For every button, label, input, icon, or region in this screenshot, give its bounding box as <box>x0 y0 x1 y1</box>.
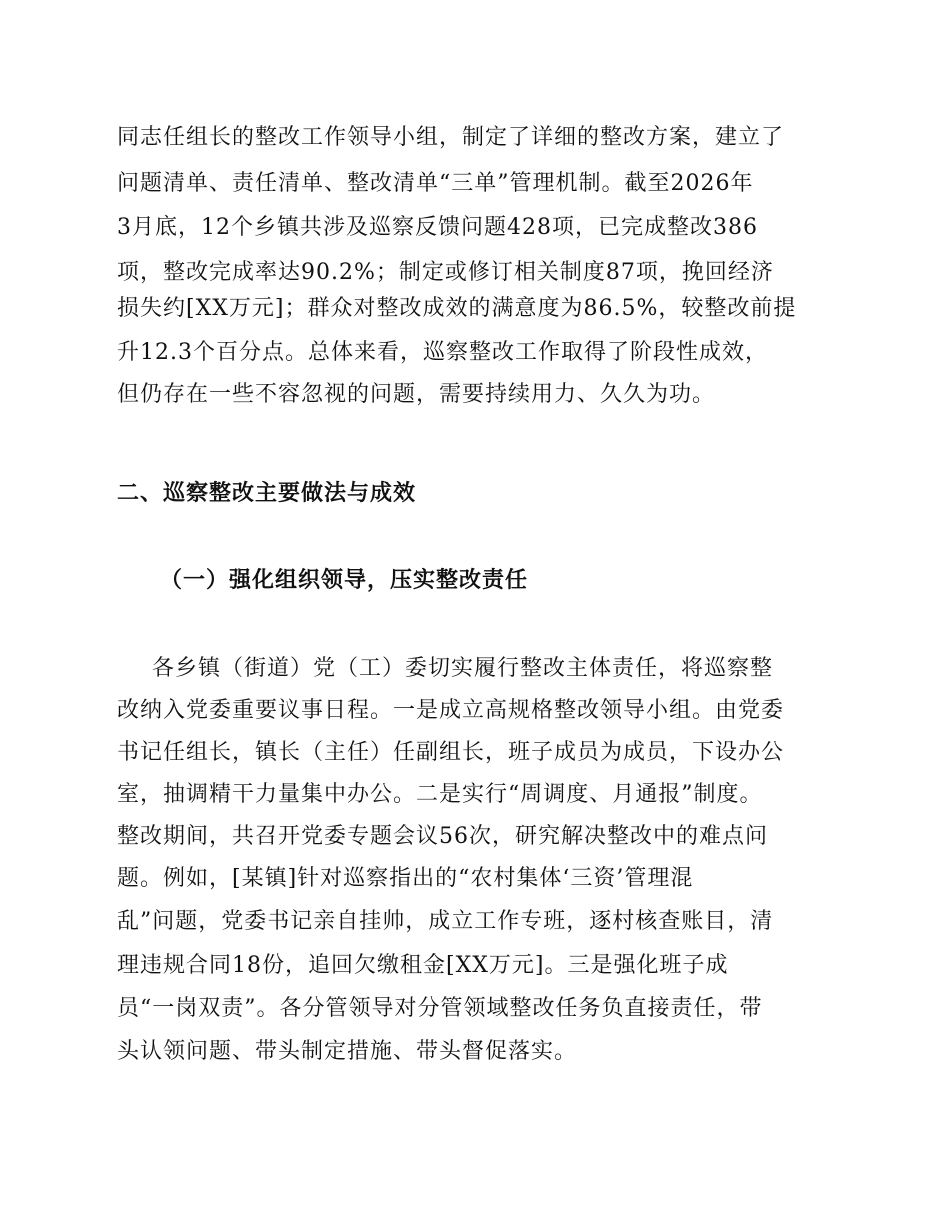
paragraph-line: 题。例如，[某镇]针对巡察指出的“农村集体‘三资’管理混 <box>117 866 694 891</box>
paragraph-line: 同志任组长的整改工作领导小组，制定了详细的整改方案，建立了 <box>117 125 785 150</box>
paragraph-line: 但仍存在一些不容忽视的问题，需要持续用力、久久为功。 <box>117 382 716 407</box>
paragraph-line: 员“一岗双责”。各分管领导对分管领域整改任务负直接责任，带 <box>117 996 763 1021</box>
paragraph-line: 书记任组长，镇长（主任）任副组长，班子成员为成员，下设办公 <box>117 740 785 765</box>
paragraph-line: 头认领问题、带头制定措施、带头督促落实。 <box>117 1039 578 1064</box>
paragraph-line: 改纳入党委重要议事日程。一是成立高规格整改领导小组。由党委 <box>117 698 785 723</box>
paragraph-line: 问题清单、责任清单、整改清单“三单”管理机制。截至2026年 <box>117 171 754 196</box>
paragraph-line: 理违规合同18份，追回欠缴租金[XX万元]。三是强化班子成 <box>117 953 729 978</box>
paragraph-line: 整改期间，共召开党委专题会议56次，研究解决整改中的难点问 <box>117 824 768 849</box>
section-heading: 二、巡察整改主要做法与成效 <box>117 481 417 506</box>
paragraph-line: 升12.3个百分点。总体来看，巡察整改工作取得了阶段性成效， <box>117 340 768 365</box>
paragraph-line: 3月底，12个乡镇共涉及巡察反馈问题428项，已完成整改386 <box>117 215 758 240</box>
subsection-heading: （一）强化组织领导，压实整改责任 <box>160 567 529 593</box>
paragraph-line: 损失约[XX万元]；群众对整改成效的满意度为86.5%，较整改前提 <box>117 296 797 321</box>
paragraph-line: 室，抽调精干力量集中办公。二是实行“周调度、月通报”制度。 <box>117 782 763 807</box>
paragraph-line: 各乡镇（街道）党（工）委切实履行整改主体责任，将巡察整 <box>152 656 774 681</box>
paragraph-line: 乱”问题，党委书记亲自挂帅，成立工作专班，逐村核查账目，清 <box>117 909 774 934</box>
paragraph-line: 项，整改完成率达90.2%；制定或修订相关制度87项，挽回经济 <box>117 260 774 285</box>
